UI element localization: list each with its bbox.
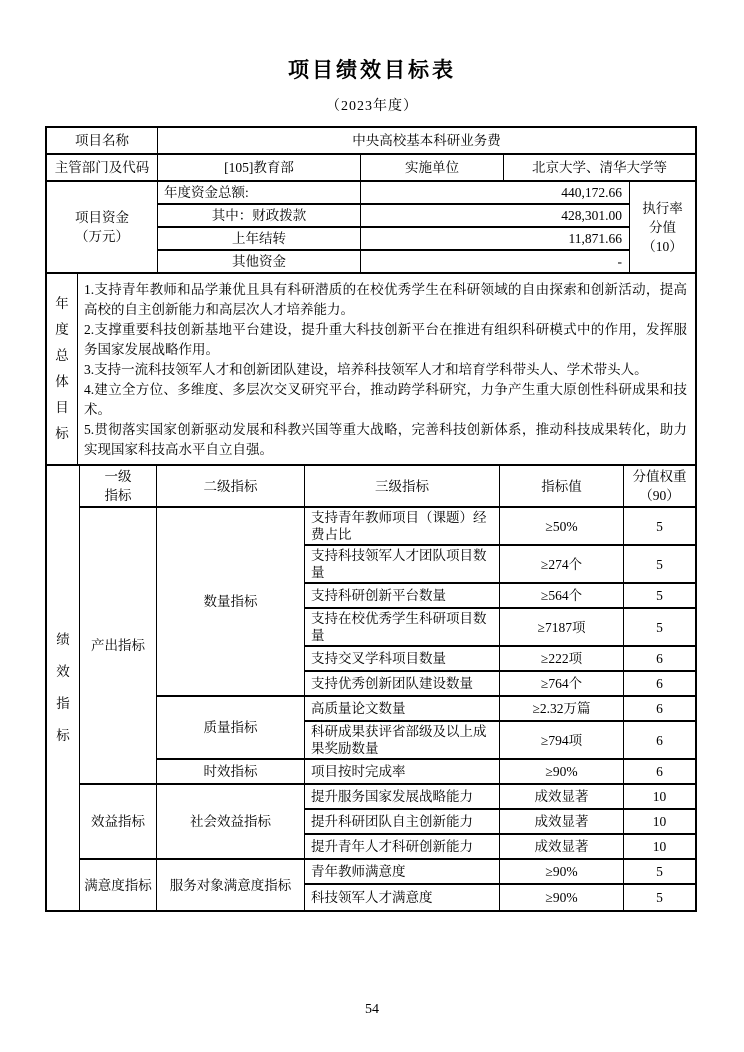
performance-indicator-side-label: 绩效指标: [47, 466, 80, 910]
funding-label: 上年结转: [158, 228, 361, 251]
funding-row-label: 项目资金 （万元）: [47, 182, 158, 274]
level2-cell: 时效指标: [157, 760, 305, 785]
level3-cell: 支持科技领军人才团队项目数量: [305, 546, 500, 584]
value-cell: ≥7187项: [500, 609, 624, 647]
level2-cell: 数量指标: [157, 508, 305, 697]
value-cell: ≥274个: [500, 546, 624, 584]
level1-cell: 满意度指标: [80, 860, 157, 910]
execution-rate-score-label: 执行率 分值 （10）: [630, 182, 695, 274]
value-cell: ≥222项: [500, 647, 624, 672]
dept-value: [105]教育部: [158, 155, 361, 182]
funding-label: 其中：财政拨款: [158, 205, 361, 228]
level2-cell: 社会效益指标: [157, 785, 305, 860]
value-cell: ≥50%: [500, 508, 624, 546]
header-weight: 分值权重 （90）: [624, 466, 695, 508]
weight-cell: 5: [624, 584, 695, 609]
level3-cell: 高质量论文数量: [305, 697, 500, 722]
funding-value: 11,871.66: [361, 228, 630, 251]
value-cell: 成效显著: [500, 810, 624, 835]
level1-cell: 效益指标: [80, 785, 157, 860]
page-title: 项目绩效目标表: [288, 58, 456, 82]
annual-goal-text: 1.支持青年教师和品学兼优且具有科研潜质的在校优秀学生在科研领域的自由探索和创新活动，提高高校的自主创新能力和高层次人才培养能力。 2.支撑重要科技创新基地平台建设，提升重大科技创新平台在推进有组织科研模式中的作用，发挥服务国家发展战略作用。 3.支持一流科技领军人才和创新团队建设，培养科技领军人才和培育学科带头人、学术带头人。 4.建立全方位、多维度、多层次交叉研究平台，推动跨学科研究，力争产生重大原创性科研成果和技术。 5.贯彻落实国家创新驱动发展和科教兴国等重大战略，完善科技创新体系，推动科技成果转化，助力实现国家科技高水平自立自强。: [78, 274, 695, 466]
page-number: 54: [365, 1002, 379, 1017]
funding-value: 440,172.66: [361, 182, 630, 205]
value-cell: ≥2.32万篇: [500, 697, 624, 722]
page-subtitle: （2023年度）: [326, 99, 418, 114]
level3-cell: 支持优秀创新团队建设数量: [305, 672, 500, 697]
weight-cell: 10: [624, 835, 695, 860]
value-cell: ≥90%: [500, 860, 624, 885]
value-cell: ≥90%: [500, 760, 624, 785]
project-info-table: [47, 128, 695, 182]
level3-cell: 项目按时完成率: [305, 760, 500, 785]
impl-unit-value: 北京大学、清华大学等: [504, 155, 695, 182]
weight-cell: 10: [624, 810, 695, 835]
table-row: [47, 182, 695, 205]
weight-cell: 6: [624, 697, 695, 722]
level3-cell: 提升科研团队自主创新能力: [305, 810, 500, 835]
level3-cell: 支持交叉学科项目数量: [305, 647, 500, 672]
table-row: [47, 155, 695, 182]
weight-cell: 6: [624, 722, 695, 760]
level3-cell: 支持在校优秀学生科研项目数量: [305, 609, 500, 647]
value-cell: 成效显著: [500, 785, 624, 810]
annual-goal-label: 年度总体目标: [47, 274, 78, 466]
indicator-row: [47, 785, 695, 810]
level3-cell: 支持科研创新平台数量: [305, 584, 500, 609]
value-cell: 成效显著: [500, 835, 624, 860]
value-cell: ≥794项: [500, 722, 624, 760]
funding-label: 年度资金总额:: [158, 182, 361, 205]
weight-cell: 5: [656, 890, 663, 905]
header-value: 指标值: [500, 466, 624, 508]
weight-cell: 6: [624, 672, 695, 697]
weight-cell: 5: [624, 546, 695, 584]
funding-table: [47, 182, 695, 274]
funding-value: 428,301.00: [361, 205, 630, 228]
level3-cell: 青年教师满意度: [305, 860, 500, 885]
level3-cell: 科研成果获评省部级及以上成果奖励数量: [305, 722, 500, 760]
table-row: [47, 128, 695, 155]
indicator-row: [47, 508, 695, 546]
header-level2: 二级指标: [157, 466, 305, 508]
level3-cell: 科技领军人才满意度: [305, 885, 500, 910]
level1-cell: 产出指标: [80, 508, 157, 785]
weight-cell: 6: [624, 647, 695, 672]
value-cell: ≥90%: [500, 885, 624, 910]
value-cell: ≥564个: [500, 584, 624, 609]
value-cell: ≥764个: [500, 672, 624, 697]
weight-cell: 5: [624, 609, 695, 647]
level3-cell: 支持青年教师项目（课题）经费占比: [305, 508, 500, 546]
indicator-row: [47, 860, 695, 885]
indicators-header-row: [47, 466, 695, 508]
performance-table: [45, 126, 697, 912]
level3-cell: 提升服务国家发展战略能力: [305, 785, 500, 810]
project-name-label: 项目名称: [47, 128, 158, 155]
project-name-value: 中央高校基本科研业务费: [158, 128, 695, 155]
level2-cell: 质量指标: [157, 697, 305, 760]
annual-goal-table: [47, 274, 695, 466]
level2-cell: 服务对象满意度指标: [157, 860, 305, 910]
table-row: [47, 274, 695, 466]
indicators-table: [47, 466, 695, 910]
weight-cell: 10: [624, 785, 695, 810]
impl-unit-label: 实施单位: [361, 155, 504, 182]
dept-label: 主管部门及代码: [47, 155, 158, 182]
header-level1: 一级 指标: [80, 466, 157, 508]
level3-cell: 提升青年人才科研创新能力: [305, 835, 500, 860]
weight-cell: 6: [624, 760, 695, 785]
funding-value: -: [361, 251, 630, 274]
weight-cell: 5: [624, 860, 695, 885]
funding-label: 其他资金: [158, 251, 361, 274]
header-level3: 三级指标: [305, 466, 500, 508]
weight-cell: 5: [624, 508, 695, 546]
